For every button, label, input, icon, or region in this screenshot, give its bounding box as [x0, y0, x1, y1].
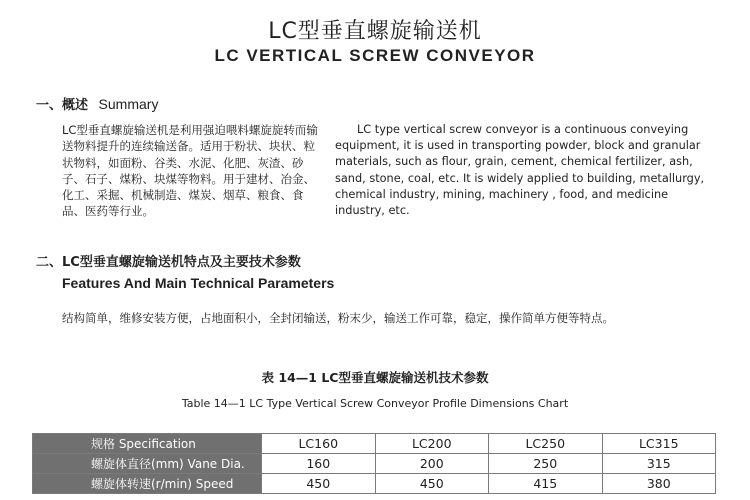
- table-row: [33, 474, 716, 494]
- row-header-vane-dia: 螺旋体直径(mm) Vane Dia.: [33, 454, 262, 474]
- table-cell: 380: [602, 474, 716, 494]
- row-header-speed: 螺旋体转速(r/min) Speed: [33, 474, 262, 494]
- summary-heading: [36, 94, 158, 113]
- table-cell: 200: [375, 454, 489, 474]
- summary-text-cn: LC型垂直螺旋输送机是利用强迫喂料螺旋旋转而输送物料提升的连续输送备。适用于粉状、块状、粒状物料，如面粉、谷类、水泥、化肥、灰渣、砂子、石子、煤粉、块煤等物料。用于建材、冶金、化工、采掘、机械制造、煤炭、烟草、粮食、食品、医药等行业。: [62, 123, 318, 219]
- table-cell: 250: [489, 454, 603, 474]
- page-title-en: LC VERTICAL SCREW CONVEYOR: [214, 46, 536, 65]
- table-cell: 160: [262, 454, 376, 474]
- spec-table: [32, 433, 716, 494]
- summary-heading-en: Summary: [98, 96, 159, 112]
- table-cell: LC200: [375, 434, 489, 454]
- summary-heading-cn: 一、概述: [36, 98, 89, 113]
- summary-text-en: LC type vertical screw conveyor is a continuous conveying equipment, it is used in transporting powder, block and granular materials, such as flour, grain, cement, chemical fertilizer, ash, sand, stone, coal, etc. It is widely applied to building, metallurgy, chemical industry, mining, machinery , food, and medicine industry, etc.: [335, 123, 705, 218]
- table-cell: 450: [262, 474, 376, 494]
- table-cell: LC160: [262, 434, 376, 454]
- table-subtitle: Table 14—1 LC Type Vertical Screw Conveyor Profile Dimensions Chart: [181, 397, 569, 410]
- table-row: [33, 434, 716, 454]
- page-title-cn: LC型垂直螺旋输送机: [268, 19, 482, 44]
- table-row: [33, 454, 716, 474]
- table-cell: 315: [602, 454, 716, 474]
- table-cell: LC315: [602, 434, 716, 454]
- table-title: 表 14—1 LC型垂直螺旋输送机技术参数: [261, 370, 489, 385]
- table-cell: 450: [375, 474, 489, 494]
- features-text: 结构简单，维修安装方便，占地面积小，全封闭输送，粉末少，输送工作可靠，稳定，操作简单方便等特点。: [62, 311, 614, 325]
- row-header-specification: 规格 Specification: [33, 434, 262, 454]
- features-heading-en: Features And Main Technical Parameters: [62, 275, 335, 291]
- table-cell: 415: [489, 474, 603, 494]
- table-cell: LC250: [489, 434, 603, 454]
- features-heading-cn: 二、LC型垂直螺旋输送机特点及主要技术参数: [36, 255, 301, 270]
